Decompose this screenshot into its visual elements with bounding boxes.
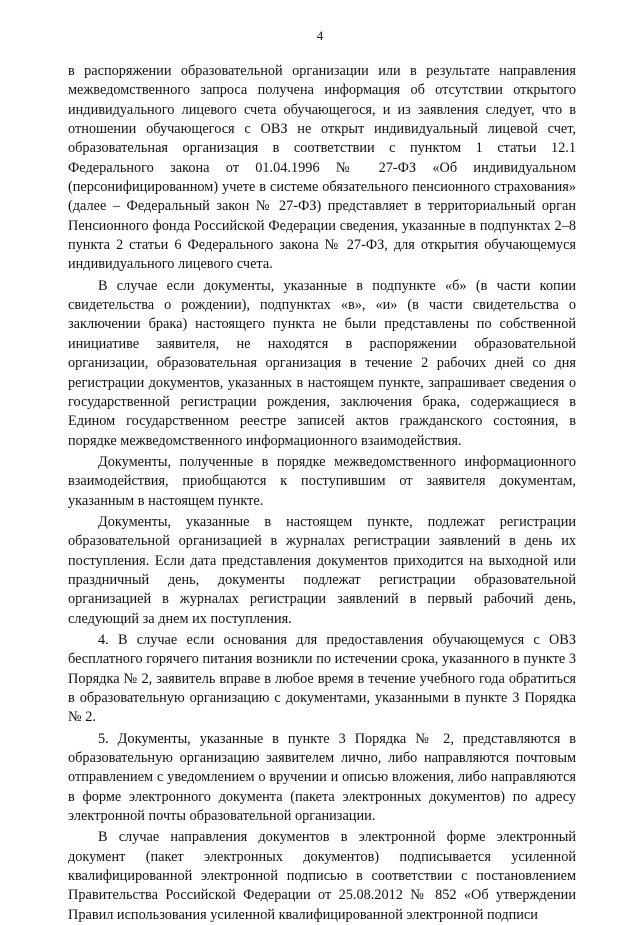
document-body [68, 62, 576, 925]
paragraph-3: Документы, полученные в порядке межведомственного информационного взаимодействия, приобщаются к поступившим от заявителя документам, указанным в настоящем пункте. [68, 453, 576, 509]
paragraph-7: В случае направления документов в электронной форме электронный документ (пакет электронных документов) подписывается усиленной квалифицированной электронной подписью в соответствии с постановлением Правительства Российской Федерации от 25.08.2012 № 852 «Об утверждении Правил использования усиленной квалифицированной электронной подписи [68, 829, 576, 923]
paragraph-5: 4. В случае если основания для предоставления обучающемуся с ОВЗ бесплатного горячего питания возникли по истечении срока, указанного в пункте 3 Порядка № 2, заявитель вправе в любое время в течение учебного года обратиться в образовательную организацию с документами, указанными в пункте 3 Порядка № 2. [68, 631, 576, 726]
paragraph-4: Документы, указанные в настоящем пункте, подлежат регистрации образовательной организацией в журналах регистрации заявлений в день их поступления. Если дата представления документов приходится на выходной или праздничный день, документы подлежат регистрации образовательной организацией в журналах регистрации заявлений в первый рабочий день, следующий за днем их поступления. [68, 513, 576, 627]
paragraph-6: 5. Документы, указанные в пункте 3 Порядка № 2, представляются в образовательную организацию заявителем лично, либо направляются почтовым отправлением с уведомлением о вручении и описью вложения, либо направляются в форме электронного документа (пакета электронных документов) по адресу электронной почты образовательной организации. [68, 730, 576, 825]
paragraph-2: В случае если документы, указанные в подпункте «б» (в части копии свидетельства о рождении), подпунктах «в», «и» (в части свидетельства о заключении брака) настоящего пункта не были представлены по собственной инициативе заявителя, не находятся в распоряжении образовательной организации, образовательная организация в течение 2 рабочих дней со дня регистрации документов, указанных в настоящем пункте, запрашивает сведения о государственной регистрации рождения, заключения брака, содержащиеся в Едином государственном реестре записей актов гражданского состояния, в порядке межведомственного информационного взаимодействия. [68, 277, 576, 449]
page-number: 4 [316, 28, 324, 43]
paragraph-1: в распоряжении образовательной организации или в результате направления межведомственного запроса получена информация об отсутствии открытого индивидуального лицевого счета обучающегося, и из заявления следует, что в отношении обучающегося с ОВЗ не открыт индивидуальный лицевой счет, образовательная организация в соответствии с пунктом 1 статьи 12.1 Федерального закона от 01.04.1996 № 27-ФЗ «Об индивидуальном (персонифицированном) учете в системе обязательного пенсионного страхования» (далее – Федеральный закон № 27-ФЗ) представляет в территориальный орган Пенсионного фонда Российской Федерации сведения, указанные в подпунктах 2–8 пункта 2 статьи 6 Федерального закона № 27-ФЗ, для открытия обучающемуся индивидуального лицевого счета. [68, 63, 576, 273]
